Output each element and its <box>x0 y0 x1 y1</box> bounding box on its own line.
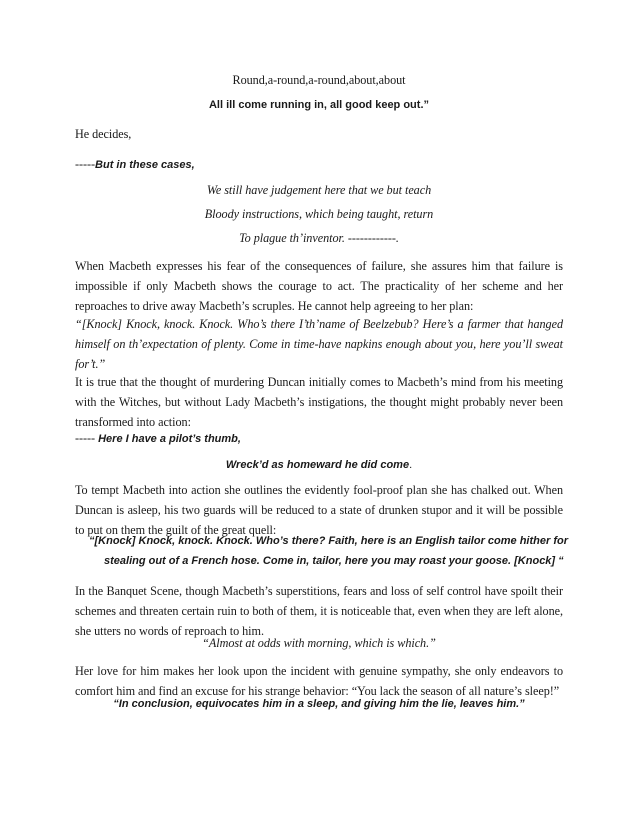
quote-end: . <box>409 459 413 471</box>
paragraph-4: In the Banquet Scene, though Macbeth’s superstitions, fears and loss of self control have spoilt their schemes and threaten certain ruin to both of them, it is noticeable that, even when they are left alone, she utters no words of reproach to him. <box>75 584 563 638</box>
quote-text: Wreck’d as homeward he did come <box>225 459 410 471</box>
dash-prefix: ----- <box>75 157 96 171</box>
paragraph-1: When Macbeth expresses his fear of the consequences of failure, she assures him that failure is impossible if only Macbeth shows the courage to act. The practicality of her scheme and her reproaches to drive away Macbeth’s scruples. He cannot help agreeing to her plan: <box>75 259 563 313</box>
quote-text: But in these cases, <box>95 159 195 171</box>
quotation-1: “[Knock] Knock, knock. Knock. Who’s there I’th’name of Beelzebub? Here’s a farmer that hanged himself on th’expectation of plenty. Come in time-have napkins enough about you, here you’ll sweat for’t.” <box>75 317 563 371</box>
quotation-2-line-2: stealing out of a French hose. Come in, tailor, here you may roast your goose. [Knock] “ <box>104 555 564 567</box>
verse-line-3: We still have judgement here that we but teach <box>206 183 432 197</box>
paragraph-3: To tempt Macbeth into action she outlines the evidently fool-proof plan she has chalked out. When Duncan is asleep, his two guards will be reduced to a state of drunken stupor and it will be possible to put on them the guilt of the great quell: <box>75 483 563 537</box>
paragraph-2: It is true that the thought of murdering Duncan initially comes to Macbeth’s mind from his meeting with the Witches, but without Lady Macbeth’s instigations, the thought might probably never been transformed into action: <box>75 375 563 429</box>
quotation-2-line-1: “[Knock] Knock, knock. Knock. Who’s there? Faith, here is an English tailor come hither for <box>89 535 568 547</box>
dash-prefix: ----- <box>75 431 96 445</box>
verse-line-1: Round,a-round,a-round,about,about <box>232 73 406 87</box>
closing-quotation: “In conclusion, equivocates him in a sleep, and giving him the lie, leaves him.” <box>113 698 525 710</box>
he-decides-line: He decides, <box>75 127 132 141</box>
quote-line-wreck <box>0 455 638 473</box>
paragraph-5: Her love for him makes her look upon the incident with genuine sympathy, she only endeavors to comfort him and find an excuse for his strange behavior: “You lack the season of all nature’s sleep!” <box>75 664 563 698</box>
quote-line-pilot <box>75 429 241 447</box>
verse-line-6: “Almost at odds with morning, which is which.” <box>202 636 436 650</box>
quote-text: Here I have a pilot’s thumb, <box>95 433 241 445</box>
verse-line-4: Bloody instructions, which being taught, return <box>204 207 434 221</box>
quote-line-cases <box>75 155 195 173</box>
verse-line-5: To plague th’inventor. ------------. <box>239 231 399 245</box>
verse-line-2: All ill come running in, all good keep out.” <box>208 99 429 111</box>
